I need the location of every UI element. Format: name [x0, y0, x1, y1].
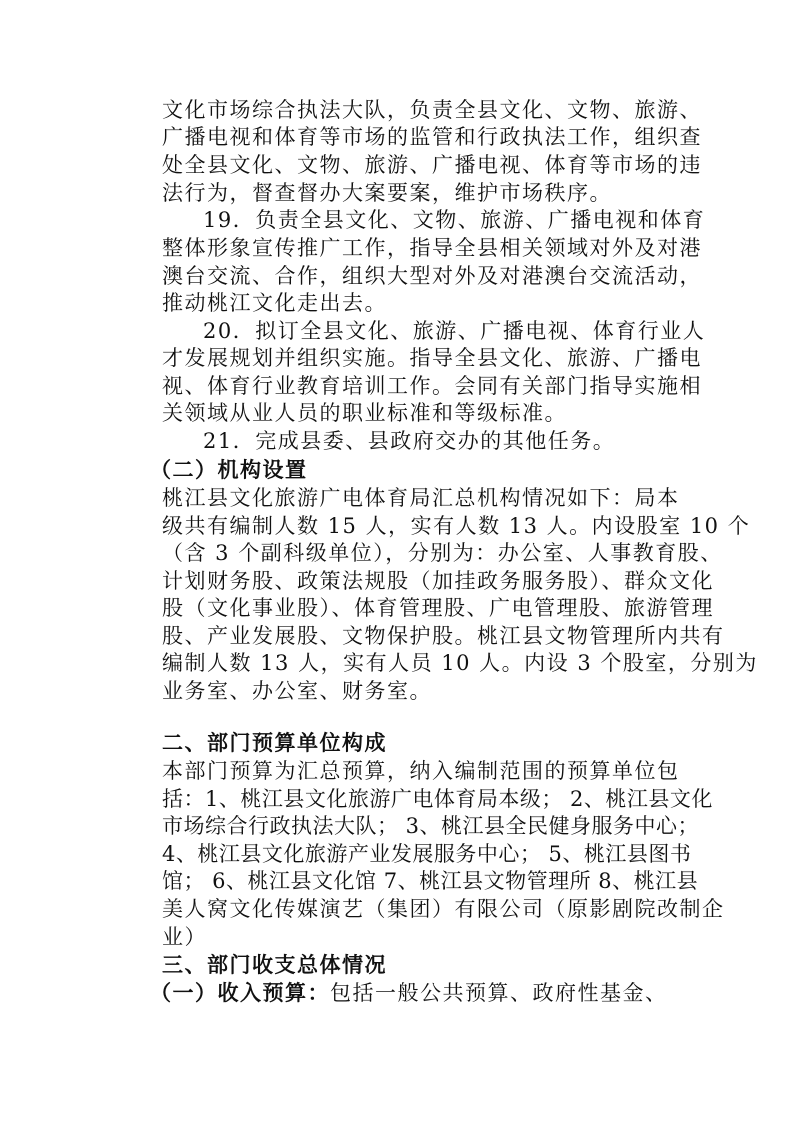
text-line: 馆； 6、桃江县文化馆 7、桃江县文物管理所 8、桃江县	[162, 869, 699, 893]
text-line: 括：1、桃江县文化旅游广电体育局本级； 2、桃江县文化	[162, 787, 713, 811]
text-line: 桃江县文化旅游广电体育局汇总机构情况如下：局本	[162, 486, 680, 510]
text-line: 美人窝文化传媒演艺（集团）有限公司（原影剧院改制企	[162, 897, 725, 921]
text-run: 包括一般公共预算、政府性基金、	[330, 981, 668, 1005]
text-line: 澳台交流、合作，组织大型对外及对港澳台交流活动，	[162, 264, 702, 288]
section-heading: （二）机构设置	[150, 458, 308, 482]
text-line: 整体形象宣传推广工作，指导全县相关领域对外及对港	[162, 236, 702, 260]
text-line: 关领域从业人员的职业标准和等级标准。	[162, 401, 567, 425]
text-line: 业务室、办公室、财务室。	[162, 679, 432, 703]
text-line: 级共有编制人数 15 人，实有人数 13 人。内设股室 10 个	[162, 514, 751, 538]
section-heading: 二、部门预算单位构成	[162, 731, 387, 755]
text-line: 编制人数 13 人，实有人员 10 人。内设 3 个股室，分别为	[162, 651, 758, 675]
text-line: 推动桃江文化走出去。	[162, 291, 387, 315]
text-line: 4、桃江县文化旅游产业发展服务中心； 5、桃江县图书	[162, 842, 692, 866]
text-line: 股、产业发展股、文物保护股。桃江县文物管理所内共有	[162, 624, 725, 648]
text-line	[150, 980, 668, 1006]
list-item-19: 19．负责全县文化、文物、旅游、广播电视和体育	[203, 208, 706, 232]
section-heading: 三、部门收支总体情况	[162, 953, 387, 977]
text-line: 业）	[162, 925, 207, 949]
list-item-21: 21．完成县委、县政府交办的其他任务。	[203, 429, 616, 453]
text-line: 法行为，督查督办大案要案，维护市场秩序。	[162, 181, 612, 205]
text-line: 计划财务股、政策法规股（加挂政务服务股）、群众文化	[162, 569, 714, 593]
list-item-20: 20．拟订全县文化、旅游、广播电视、体育行业人	[203, 319, 706, 343]
text-line: 才发展规划并组织实施。指导全县文化、旅游、广播电	[162, 346, 702, 370]
text-line: 处全县文化、文物、旅游、广播电视、体育等市场的违	[162, 153, 702, 177]
text-line: 本部门预算为汇总预算，纳入编制范围的预算单位包	[162, 759, 680, 783]
text-line: 视、体育行业教育培训工作。会同有关部门指导实施相	[162, 374, 702, 398]
text-line: 股（文化事业股）、体育管理股、广电管理股、旅游管理	[162, 596, 714, 620]
text-line: 广播电视和体育等市场的监管和行政执法工作，组织查	[162, 125, 702, 149]
subheading-income-budget: （一）收入预算：	[150, 981, 330, 1005]
text-line: （含 3 个副科级单位），分别为：办公室、人事教育股、	[162, 541, 723, 565]
text-line: 市场综合行政执法大队； 3、桃江县全民健身服务中心；	[162, 814, 700, 838]
text-line: 文化市场综合执法大队，负责全县文化、文物、旅游、	[162, 98, 702, 122]
